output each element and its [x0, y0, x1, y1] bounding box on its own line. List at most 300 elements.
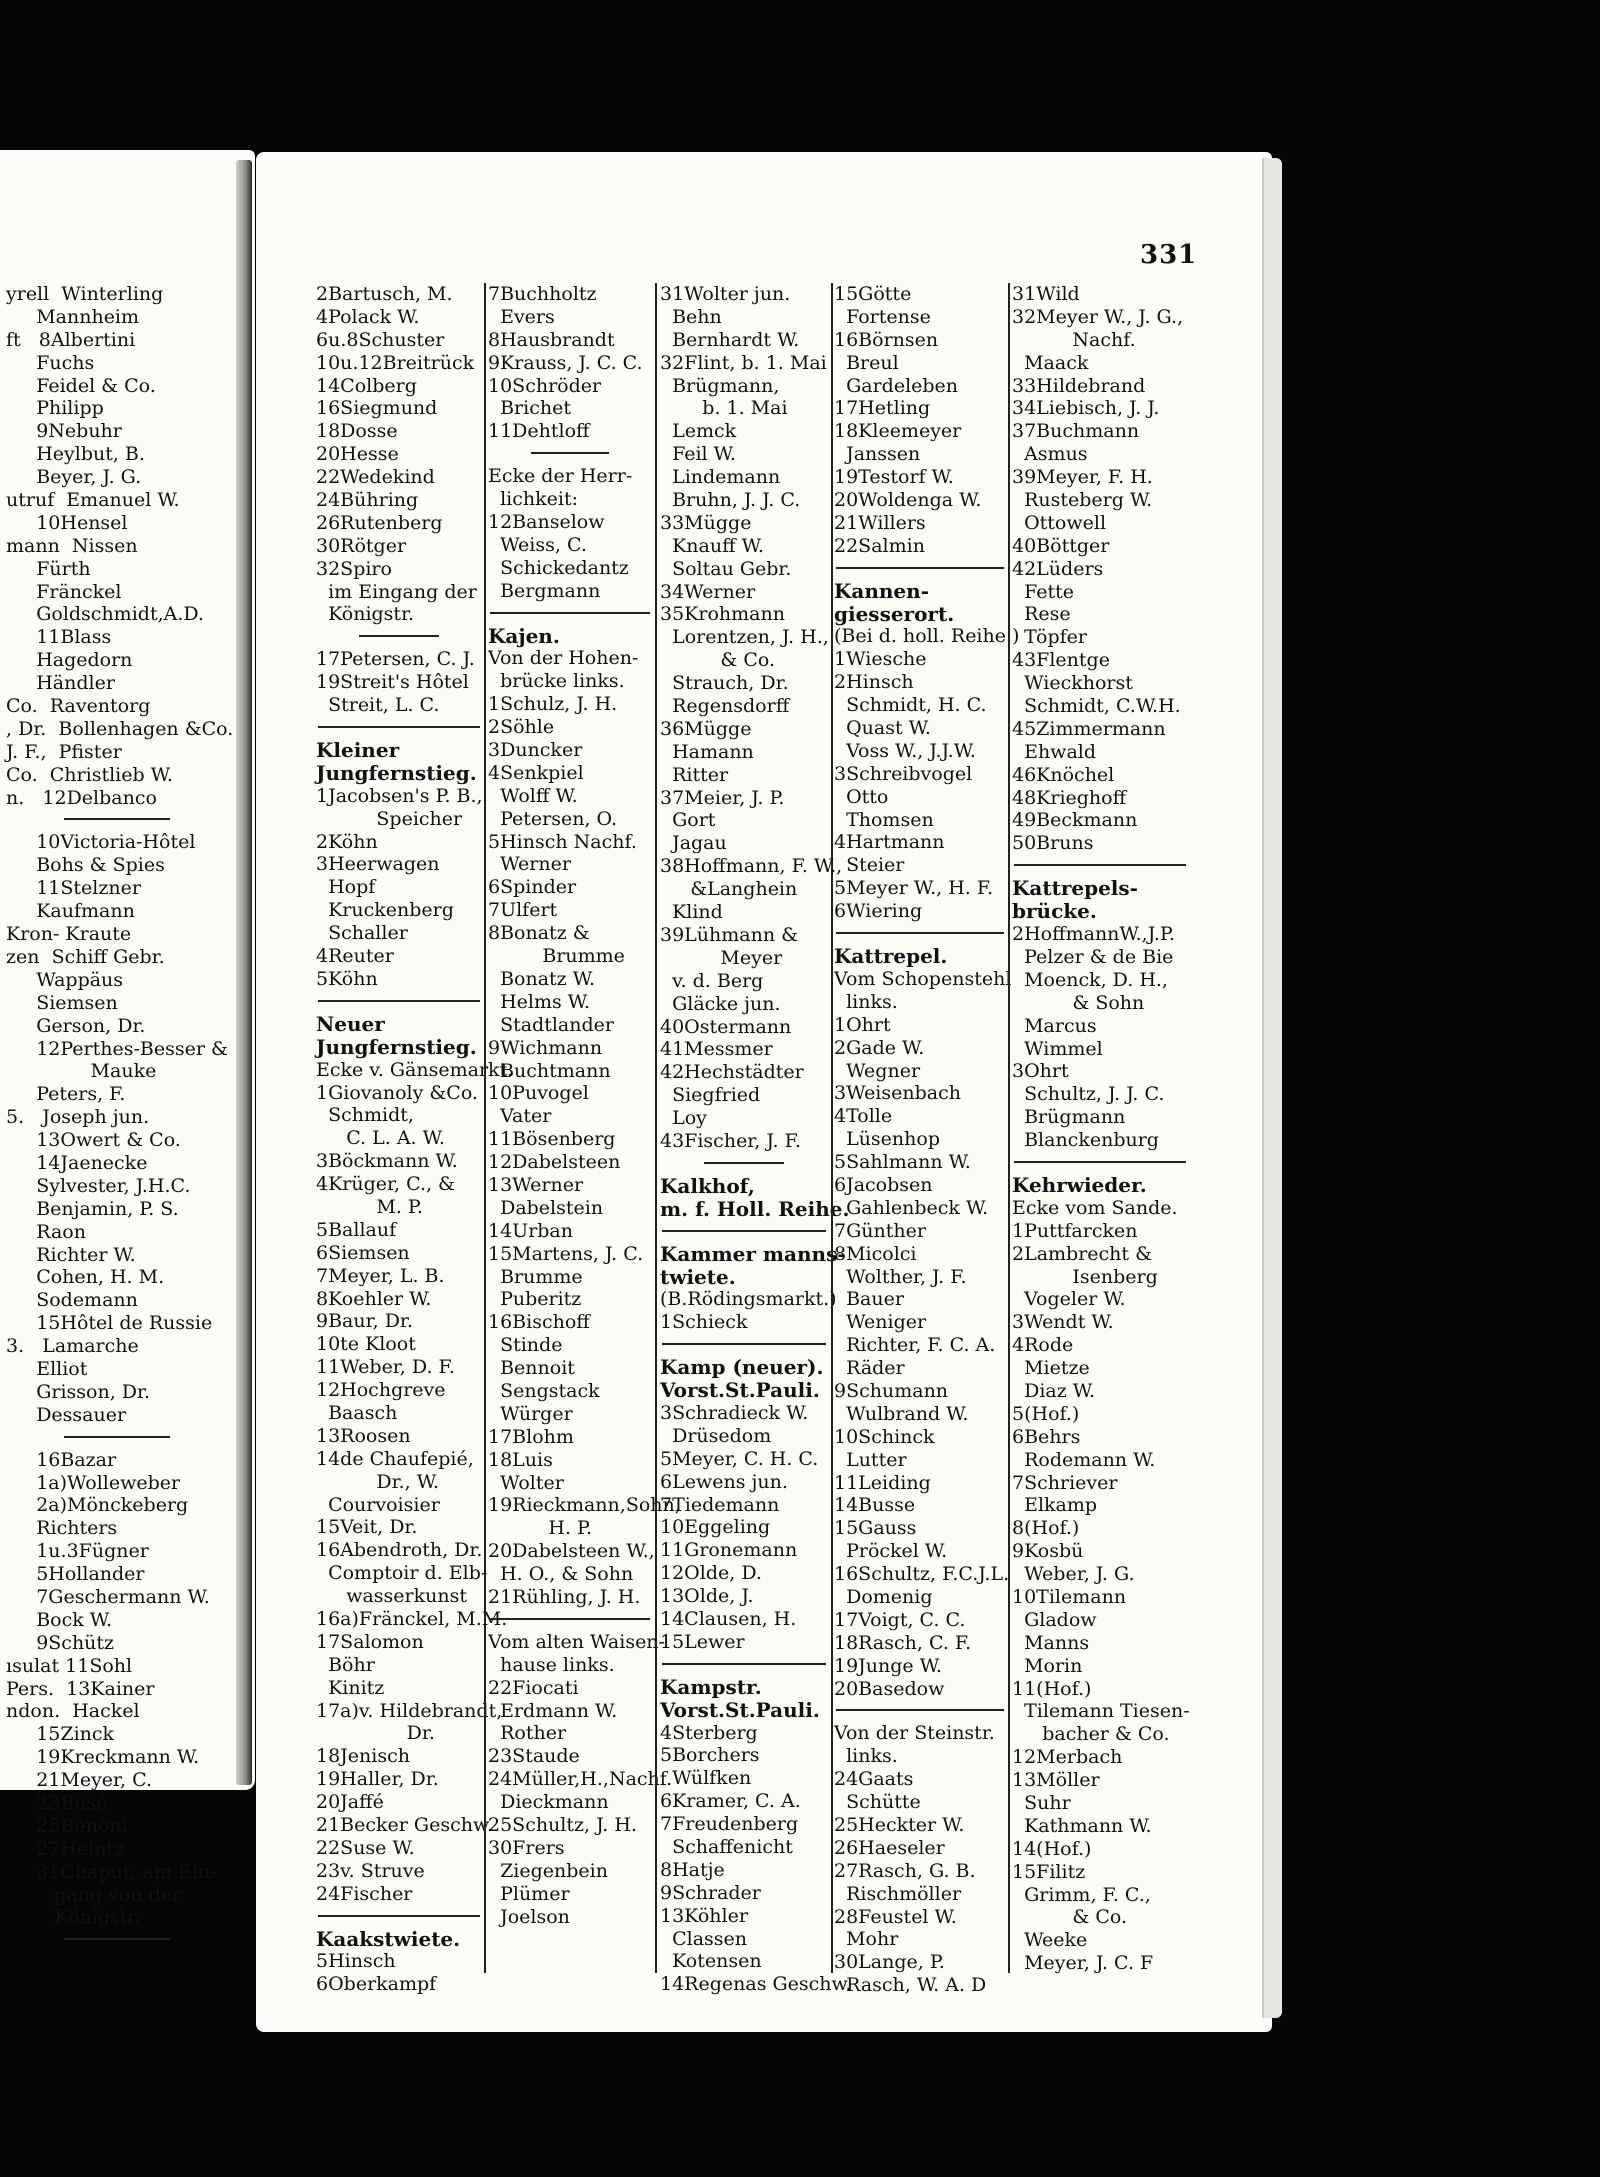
directory-entry: ft 8Albertini: [6, 328, 136, 351]
directory-entry: Stinde: [488, 1334, 563, 1357]
directory-entry: Manns: [1012, 1631, 1090, 1654]
directory-entry: Siegfried: [660, 1084, 761, 1107]
directory-entry: Töpfer: [1012, 626, 1087, 649]
directory-entry: 2Gade W.: [834, 1036, 925, 1059]
directory-entry: Gläcke jun.: [660, 992, 781, 1015]
directory-entry: 1Jacobsen's P. B.,: [316, 784, 483, 807]
directory-entry: 17a)v. Hildebrandt,: [316, 1699, 503, 1722]
directory-entry: n. 12Delbanco: [6, 786, 157, 809]
directory-entry: 21Meyer, C.: [6, 1769, 153, 1792]
directory-entry: 50Bruns: [1012, 832, 1094, 855]
directory-entry: 45Zimmermann: [1012, 717, 1166, 740]
directory-entry: 19Testorf W.: [834, 466, 954, 489]
directory-entry: 5Meyer W., H. F.: [834, 877, 994, 900]
directory-entry: 5Hollander: [6, 1563, 145, 1586]
directory-entry: 12Hochgreve: [316, 1379, 446, 1402]
directory-entry: Wülfken: [660, 1767, 752, 1790]
directory-entry: Heylbut, B.: [6, 443, 145, 466]
directory-entry: Fortense: [834, 305, 931, 328]
directory-entry: 3. Lamarche: [6, 1335, 139, 1358]
directory-entry: 23Staude: [488, 1745, 580, 1768]
directory-entry: 20Jaffé: [316, 1791, 384, 1814]
directory-entry: 24Gaats: [834, 1768, 914, 1791]
directory-entry: 15Götte: [834, 283, 912, 305]
directory-entry: 5Meyer, C. H. C.: [660, 1447, 819, 1470]
directory-entry: Schütte: [834, 1791, 921, 1814]
directory-entry: Peters, F.: [6, 1083, 126, 1106]
directory-entry: 19Haller, Dr.: [316, 1768, 439, 1791]
directory-entry: 20Woldenga W.: [834, 489, 982, 512]
directory-entry: Ecke v. Gänsemarkt.: [316, 1058, 514, 1081]
directory-entry: Gerson, Dr.: [6, 1014, 146, 1037]
directory-entry: 19Kreckmann W.: [6, 1746, 200, 1769]
directory-column-3: [660, 283, 852, 1996]
directory-entry: 18Luis: [488, 1448, 553, 1471]
directory-entry: 39Meyer, F. H.: [1012, 466, 1153, 489]
street-heading: Kehrwieder.: [1012, 1172, 1147, 1197]
directory-entry: 26Haeseler: [834, 1836, 945, 1859]
directory-entry: 5Hinsch: [316, 1950, 396, 1973]
page-number: 331: [1140, 240, 1198, 270]
directory-entry: Vogeler W.: [1012, 1288, 1126, 1311]
directory-entry: Gladow: [1012, 1608, 1097, 1631]
directory-entry: 19Streit's Hôtel: [316, 671, 469, 694]
directory-entry: gang von der: [6, 1883, 182, 1906]
directory-entry: 2Köhn: [316, 830, 378, 853]
directory-entry: 7Schriever: [1012, 1471, 1118, 1494]
directory-entry: Drüsedom: [660, 1424, 772, 1447]
directory-entry: 26Rutenberg: [316, 511, 443, 534]
directory-entry: Joelson: [488, 1905, 570, 1928]
street-heading: Vorst.St.Pauli.: [660, 1378, 820, 1403]
directory-entry: 1Schieck: [660, 1311, 748, 1334]
section-divider: [836, 1709, 1004, 1711]
directory-entry: im Eingang der: [316, 580, 477, 603]
directory-column-4: [834, 283, 1020, 1997]
directory-entry: 41Messmer: [660, 1038, 773, 1061]
directory-entry: 3Ohrt: [1012, 1060, 1069, 1083]
directory-entry: 4Rode: [1012, 1334, 1074, 1357]
directory-entry: utruf Emanuel W.: [6, 489, 180, 512]
directory-entry: Knauff W.: [660, 534, 764, 557]
directory-entry: Wieckhorst: [1012, 672, 1133, 695]
directory-entry: Elliot: [6, 1357, 88, 1380]
directory-entry: 6Kramer, C. A.: [660, 1790, 801, 1813]
section-divider: [490, 612, 650, 614]
directory-entry: 1Ohrt: [834, 1013, 891, 1036]
directory-entry: 37Buchmann: [1012, 420, 1140, 443]
directory-entry: Blanckenburg: [1012, 1129, 1159, 1152]
directory-entry: 12Merbach: [1012, 1746, 1123, 1769]
directory-entry: 14Regenas Geschw.: [660, 1973, 852, 1996]
directory-entry: Otto: [834, 785, 889, 808]
section-divider: [318, 726, 480, 728]
directory-entry: 42Hechstädter: [660, 1061, 804, 1084]
directory-entry: 5Hinsch Nachf.: [488, 830, 637, 853]
directory-entry: Thomsen: [834, 808, 934, 831]
directory-entry: Bennoit: [488, 1357, 575, 1380]
directory-entry: 14Clausen, H.: [660, 1607, 797, 1630]
directory-entry: & Sohn: [1012, 991, 1145, 1014]
directory-entry: 30Rötger: [316, 534, 407, 557]
directory-entry: 2Hinsch: [834, 671, 914, 694]
directory-entry: yrell Winterling: [6, 283, 164, 305]
directory-entry: 3Wendt W.: [1012, 1311, 1114, 1334]
directory-entry: 9Krauss, J. C. C.: [488, 351, 643, 374]
directory-entry: 13Köhler: [660, 1904, 748, 1927]
directory-entry: Regensdorff: [660, 695, 790, 718]
directory-entry: Ziegenbein: [488, 1859, 608, 1882]
directory-entry: 11Bösenberg: [488, 1128, 616, 1151]
directory-entry: 32Spiro: [316, 557, 392, 580]
directory-entry: Beyer, J. G.: [6, 466, 142, 489]
column-divider: [655, 283, 657, 1973]
directory-entry: 9Schumann: [834, 1379, 949, 1402]
directory-entry: Goldschmidt,A.D.: [6, 603, 204, 626]
directory-entry: 38Hoffmann, F. W.,: [660, 855, 843, 878]
directory-entry: Diaz W.: [1012, 1379, 1096, 1402]
directory-entry: Fette: [1012, 580, 1074, 603]
directory-entry: 40Ostermann: [660, 1015, 792, 1038]
directory-entry: 15Gauss: [834, 1517, 917, 1540]
directory-entry: Puberitz: [488, 1288, 582, 1311]
directory-entry: Brumme: [488, 1265, 583, 1288]
directory-entry: Co. Raventorg: [6, 695, 151, 718]
directory-entry: Pröckel W.: [834, 1540, 948, 1563]
directory-entry: 3Böckmann W.: [316, 1150, 458, 1173]
directory-entry: 13Olde, J.: [660, 1585, 754, 1608]
directory-entry: 4Hartmann: [834, 831, 945, 854]
directory-entry: 10u.12Breitrück: [316, 351, 475, 374]
section-divider: [836, 932, 1004, 934]
directory-entry: Mauke: [6, 1060, 157, 1083]
directory-entry: 12Banselow: [488, 511, 605, 534]
section-divider: [662, 1663, 826, 1665]
directory-entry: brücke links.: [488, 670, 625, 693]
directory-entry: H. O., & Sohn: [488, 1563, 634, 1586]
directory-entry: 16Siegmund: [316, 397, 438, 420]
directory-entry: Evers: [488, 305, 555, 328]
directory-entry: Mannheim: [6, 305, 140, 328]
directory-entry: & Co.: [660, 649, 776, 672]
directory-entry: 22Wedekind: [316, 466, 435, 489]
directory-entry: 8Koehler W.: [316, 1287, 432, 1310]
directory-entry: Kathmann W.: [1012, 1814, 1152, 1837]
directory-entry: 14Busse: [834, 1494, 916, 1517]
directory-entry: 5Borchers: [660, 1744, 760, 1767]
directory-entry: Ecke der Herr-: [488, 465, 633, 488]
directory-entry: Weiss, C.: [488, 533, 587, 556]
directory-entry: 11(Hof.): [1012, 1677, 1092, 1700]
directory-entry: Marcus: [1012, 1014, 1097, 1037]
street-heading: Kleiner: [316, 738, 400, 763]
directory-entry: Pers. 13Kainer: [6, 1677, 155, 1700]
directory-entry: Weeke: [1012, 1929, 1088, 1952]
directory-entry: 33Mügge: [660, 511, 752, 534]
directory-entry: Gort: [660, 809, 716, 832]
street-heading: Kamp (neuer).: [660, 1355, 824, 1380]
directory-entry: Tilemann Tiesen-: [1012, 1700, 1190, 1723]
directory-entry: Meyer, J. C. F: [1012, 1952, 1154, 1975]
street-heading: Neuer: [316, 1011, 385, 1036]
directory-entry: Ehwald: [1012, 740, 1097, 763]
directory-entry: ndon. Hackel: [6, 1700, 140, 1723]
directory-entry: Feidel & Co.: [6, 374, 156, 397]
street-heading: Jungfernstieg.: [316, 760, 477, 785]
directory-entry: 7Tiedemann: [660, 1493, 780, 1516]
directory-entry: 5Köhn: [316, 967, 378, 990]
section-divider: [662, 1343, 826, 1345]
directory-entry: 6Lewens jun.: [660, 1470, 788, 1493]
directory-entry: 18Jenisch: [316, 1745, 410, 1768]
directory-entry: 1Puttfarcken: [1012, 1219, 1138, 1242]
directory-entry: Rasch, W. A. D: [834, 1974, 987, 1997]
directory-entry: 16Abendroth, Dr.: [316, 1539, 483, 1562]
street-heading: Kattrepel.: [834, 944, 948, 969]
directory-entry: Petersen, O.: [488, 807, 618, 830]
directory-entry: Vom Schopenstehl: [834, 967, 1012, 990]
directory-entry: Bohs & Spies: [6, 854, 165, 877]
directory-entry: 35Krohmann: [660, 603, 785, 626]
section-divider: [704, 1162, 785, 1164]
directory-entry: Schmidt,: [316, 1104, 414, 1127]
directory-entry: 40Böttger: [1012, 534, 1110, 557]
directory-entry: & Co.: [1012, 1906, 1128, 1929]
directory-entry: 31Wolter jun.: [660, 283, 791, 305]
section-divider: [359, 635, 439, 637]
directory-entry: 32Flint, b. 1. Mai: [660, 351, 827, 374]
directory-entry: 15Lewer: [660, 1630, 745, 1653]
directory-entry: 13Roosen: [316, 1424, 411, 1447]
directory-entry: Brügmann: [1012, 1106, 1126, 1129]
directory-entry: 5(Hof.): [1012, 1402, 1080, 1425]
directory-entry: Co. Christlieb W.: [6, 763, 173, 786]
directory-entry: Fürth: [6, 557, 91, 580]
directory-entry: 3Weisenbach: [834, 1082, 961, 1105]
directory-entry: bacher & Co.: [1012, 1723, 1170, 1746]
directory-entry: 46Knöchel: [1012, 763, 1115, 786]
directory-entry: 12Olde, D.: [660, 1562, 762, 1585]
directory-entry: 14Urban: [488, 1219, 573, 1242]
directory-entry: 4Tolle: [834, 1105, 893, 1128]
directory-entry: Schickedantz: [488, 556, 629, 579]
street-heading: giesserort.: [834, 601, 955, 626]
directory-entry: Königstr.: [316, 603, 415, 626]
directory-entry: lichkeit:: [488, 488, 578, 511]
directory-entry: Schultz, J. J. C.: [1012, 1083, 1165, 1106]
directory-entry: Kotensen: [660, 1950, 762, 1973]
directory-entry: Wappäus: [6, 968, 124, 991]
directory-entry: 6Wiering: [834, 900, 923, 923]
directory-entry: Lindemann: [660, 466, 781, 489]
directory-column-left-page: [6, 283, 234, 1951]
directory-entry: zen Schiff Gebr.: [6, 945, 165, 968]
directory-entry: 4Senkpiel: [488, 761, 584, 784]
directory-entry: 2Lambrecht &: [1012, 1242, 1153, 1265]
directory-entry: Isenberg: [1012, 1265, 1158, 1288]
directory-entry: Courvoisier: [316, 1493, 440, 1516]
directory-entry: 17Voigt, C. C.: [834, 1608, 966, 1631]
directory-entry: Rusteberg W.: [1012, 489, 1153, 512]
directory-entry: Behn: [660, 305, 722, 328]
directory-entry: Bauer: [834, 1288, 904, 1311]
directory-entry: Vater: [488, 1105, 552, 1128]
directory-entry: 21Rühling, J. H.: [488, 1585, 641, 1608]
directory-entry: Morin: [1012, 1654, 1083, 1677]
directory-entry: b. 1. Mai: [660, 397, 788, 420]
directory-entry: 1Schulz, J. H.: [488, 693, 618, 716]
directory-entry: Räder: [834, 1357, 905, 1380]
directory-entry: Moenck, D. H.,: [1012, 968, 1168, 991]
directory-entry: 11Leiding: [834, 1471, 931, 1494]
directory-entry: Hagedorn: [6, 649, 133, 672]
directory-entry: 6Jacobsen: [834, 1173, 933, 1196]
directory-entry: Cohen, H. M.: [6, 1266, 165, 1289]
directory-entry: 1Giovanoly &Co.: [316, 1081, 478, 1104]
directory-entry: 30Frers: [488, 1836, 565, 1859]
directory-entry: Richter, F. C. A.: [834, 1334, 996, 1357]
section-divider: [1014, 1161, 1186, 1163]
directory-entry: Nachf.: [1012, 328, 1136, 351]
directory-entry: Erdmann W.: [488, 1699, 618, 1722]
directory-entry: 14Jaenecke: [6, 1151, 148, 1174]
directory-entry: Bock W.: [6, 1608, 113, 1631]
directory-entry: v. d. Berg: [660, 969, 764, 992]
directory-entry: 2a)Mönckeberg: [6, 1494, 189, 1517]
directory-entry: Pelzer & de Bie: [1012, 945, 1174, 968]
directory-entry: Weniger: [834, 1311, 927, 1334]
directory-column-5: [1012, 283, 1188, 1975]
directory-entry: Wolter: [488, 1471, 564, 1494]
directory-entry: 28Feustel W.: [834, 1905, 957, 1928]
directory-entry: C. L. A. W.: [316, 1127, 445, 1150]
directory-entry: 25Schultz, J. H.: [488, 1814, 637, 1836]
column-divider: [484, 283, 486, 1973]
directory-entry: hause links.: [488, 1653, 615, 1676]
directory-entry: 10Tilemann: [1012, 1585, 1127, 1608]
directory-entry: 13Owert & Co.: [6, 1129, 181, 1152]
directory-entry: Dr.: [316, 1722, 435, 1745]
directory-entry: 12Perthes-Besser &: [6, 1037, 228, 1060]
directory-entry: Schmidt, C.W.H.: [1012, 695, 1181, 718]
section-divider: [64, 1436, 171, 1438]
directory-entry: 2HoffmannW.,J.P.: [1012, 923, 1175, 946]
directory-entry: Fuchs: [6, 351, 95, 374]
directory-entry: Sylvester, J.H.C.: [6, 1174, 191, 1197]
directory-entry: 21Willers: [834, 511, 926, 534]
directory-entry: Vom alten Waisen-: [488, 1630, 665, 1653]
directory-entry: 9Wichmann: [488, 1036, 603, 1059]
directory-entry: Streit, L. C.: [316, 694, 440, 717]
directory-entry: 9Nebuhr: [6, 420, 122, 443]
directory-entry: 6Siemsen: [316, 1241, 410, 1264]
directory-column-2: [488, 283, 681, 1928]
directory-entry: Classen: [660, 1927, 748, 1950]
directory-entry: Bruhn, J. J. C.: [660, 489, 801, 512]
directory-entry: 8Micolci: [834, 1242, 917, 1265]
directory-entry: 9Baur, Dr.: [316, 1310, 413, 1333]
directory-entry: links.: [834, 990, 898, 1013]
directory-entry: 20Basedow: [834, 1677, 945, 1700]
directory-entry: 25Heckter W.: [834, 1814, 965, 1836]
directory-entry: Sengstack: [488, 1379, 600, 1402]
street-heading: brücke.: [1012, 899, 1097, 924]
directory-entry: 8Bonatz &: [488, 922, 590, 945]
directory-entry: Strauch, Dr.: [660, 672, 789, 695]
directory-entry: 6Behrs: [1012, 1425, 1081, 1448]
directory-entry: Grimm, F. C.,: [1012, 1883, 1151, 1906]
directory-entry: Schmidt, H. C.: [834, 694, 987, 717]
directory-entry: 24Bühring: [316, 489, 419, 512]
directory-entry: 11Weber, D. F.: [316, 1356, 455, 1379]
directory-entry: Meyer: [660, 946, 783, 969]
directory-entry: Wolther, J. F.: [834, 1265, 967, 1288]
directory-entry: 11Stelzner: [6, 877, 141, 900]
directory-entry: 2Bartusch, M.: [316, 283, 453, 305]
directory-entry: 2Söhle: [488, 716, 555, 739]
directory-entry: Richters: [6, 1517, 118, 1540]
directory-entry: Quast W.: [834, 717, 931, 740]
directory-entry: Dieckmann: [488, 1791, 609, 1814]
directory-entry: Wolff W.: [488, 784, 578, 807]
directory-entry: 23Buse: [6, 1792, 108, 1814]
directory-entry: Helms W.: [488, 990, 591, 1013]
directory-entry: 10Eggeling: [660, 1516, 771, 1539]
directory-entry: 9Schrader: [660, 1881, 761, 1904]
directory-entry: Händler: [6, 672, 115, 695]
directory-entry: 19Junge W.: [834, 1654, 942, 1677]
page-edge: [1262, 158, 1282, 2018]
column-divider: [1008, 283, 1010, 1973]
directory-entry: Rischmöller: [834, 1882, 962, 1905]
directory-entry: Wimmel: [1012, 1037, 1103, 1060]
directory-entry: 8Hatje: [660, 1858, 725, 1881]
directory-entry: 43Fischer, J. F.: [660, 1129, 801, 1152]
directory-entry: 6u.8Schuster: [316, 328, 445, 351]
directory-entry: Rother: [488, 1722, 567, 1745]
directory-entry: 3Heerwagen: [316, 853, 440, 876]
directory-entry: 10te Kloot: [316, 1333, 416, 1356]
directory-entry: Böhr: [316, 1653, 375, 1676]
directory-entry: Ecke vom Sande.: [1012, 1196, 1178, 1219]
directory-entry: M. P.: [316, 1195, 423, 1218]
directory-entry: 8Hausbrandt: [488, 328, 615, 351]
directory-entry: 18Kleemeyer: [834, 420, 962, 443]
directory-entry: 16Bazar: [6, 1448, 117, 1471]
street-heading: Kaakstwiete.: [316, 1926, 461, 1951]
directory-entry: mann Nissen: [6, 534, 138, 557]
directory-entry: 4Sterberg: [660, 1721, 758, 1744]
directory-entry: 5. Joseph jun.: [6, 1106, 150, 1129]
directory-entry: 34Liebisch, J. J.: [1012, 397, 1160, 420]
section-divider: [836, 567, 1004, 569]
directory-entry: 34Werner: [660, 580, 756, 603]
section-divider: [1014, 864, 1186, 866]
directory-entry: 7Ulfert: [488, 899, 558, 922]
directory-entry: 9Kosbü: [1012, 1540, 1084, 1563]
directory-entry: Rodemann W.: [1012, 1448, 1156, 1471]
directory-entry: 14Colberg: [316, 374, 417, 397]
directory-entry: 10Schinck: [834, 1425, 935, 1448]
directory-entry: Fränckel: [6, 580, 122, 603]
directory-entry: Von der Steinstr.: [834, 1722, 995, 1745]
street-heading: Kattrepels-: [1012, 876, 1138, 901]
directory-entry: 4Polack W.: [316, 305, 420, 328]
section-divider: [64, 818, 171, 820]
directory-entry: 17Salomon: [316, 1630, 424, 1653]
directory-entry: 5Ballauf: [316, 1218, 397, 1241]
directory-entry: 14(Hof.): [1012, 1837, 1092, 1860]
